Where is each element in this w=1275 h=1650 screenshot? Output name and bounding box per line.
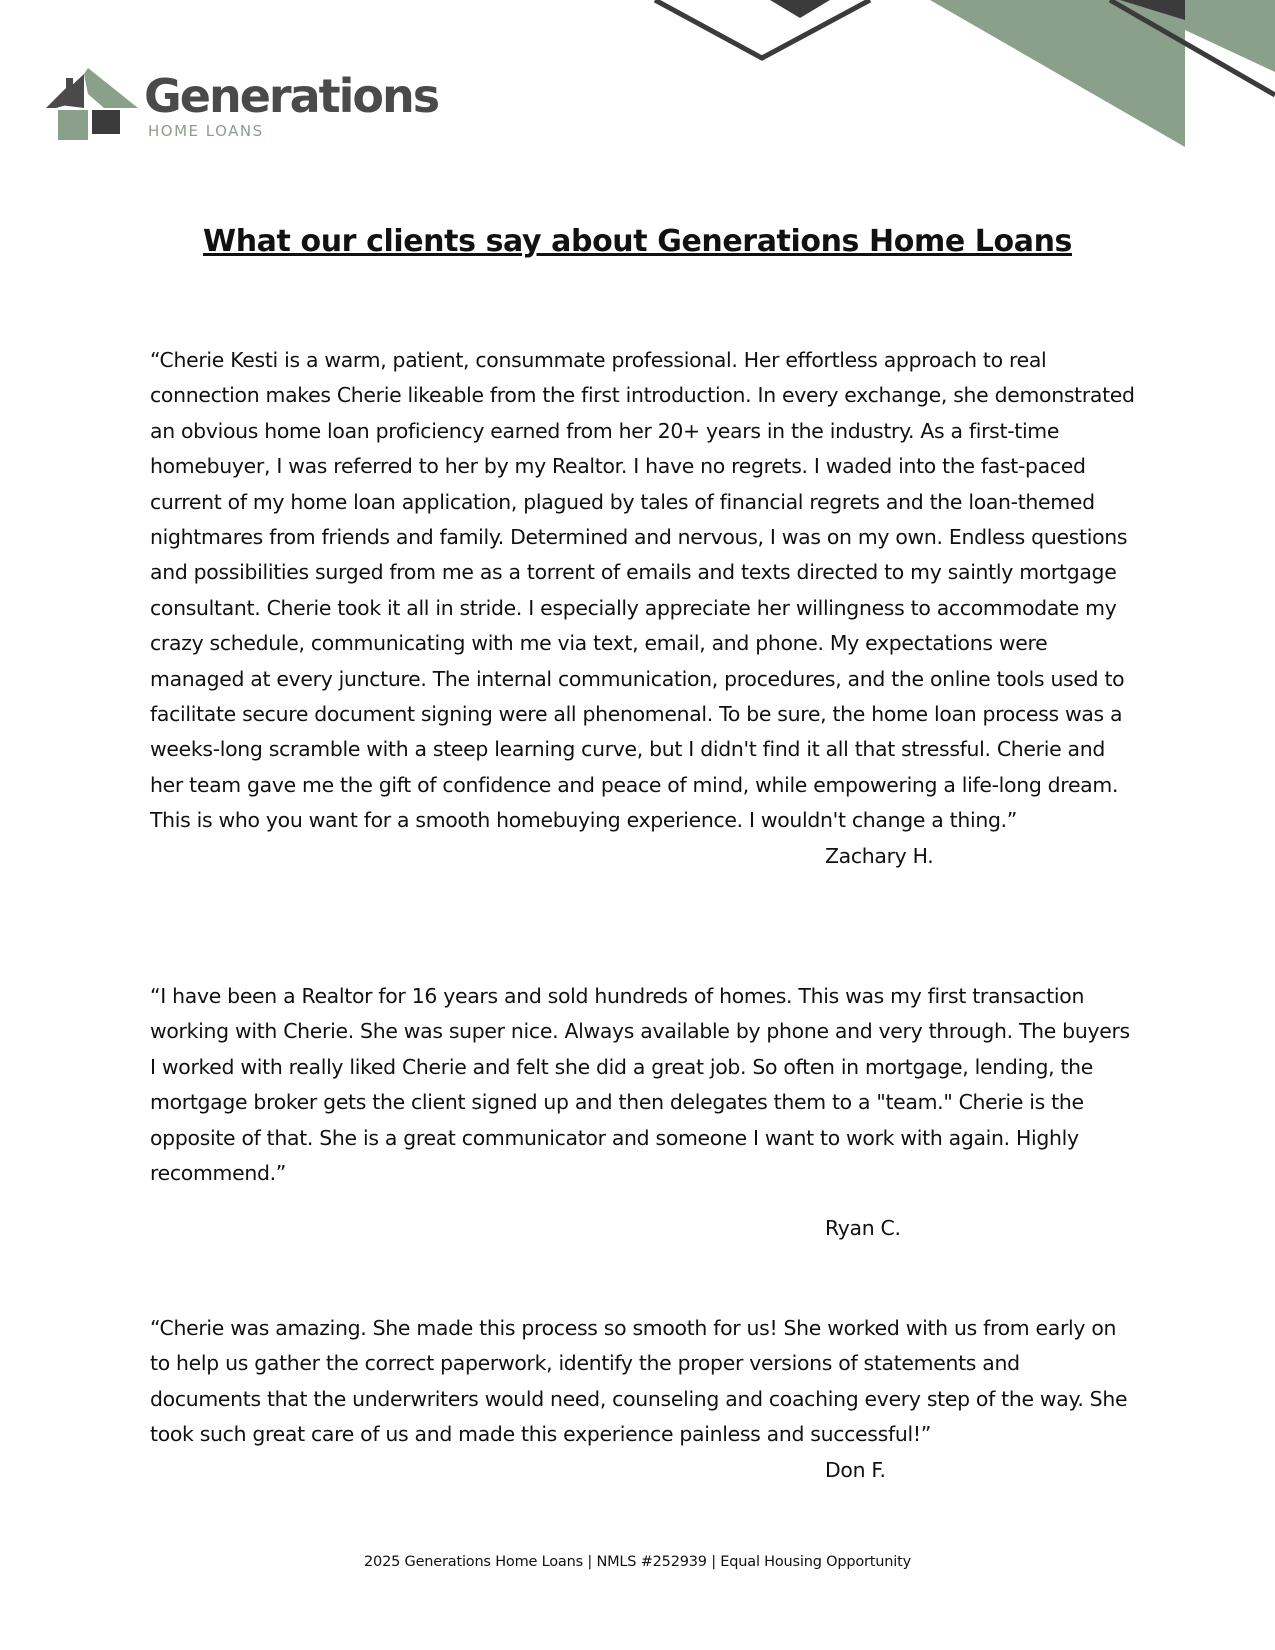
brand-logo	[44, 64, 444, 154]
brand-name: Generations	[144, 69, 439, 123]
testimonial-1	[150, 343, 1135, 868]
testimonial-quote: “I have been a Realtor for 16 years and sold hundreds of homes. This was my first transaction working with Cherie. She was super nice. Always available by phone and very through. The buyers I worked with really liked Cherie and felt she did a great job. So often in mortgage, lending, the mortgage broker gets the client signed up and then delegates them to a "team." Cherie is the opposite of that. She is a great communicator and someone I want to work with again. Highly recommend.”	[150, 984, 1130, 1186]
page-title: What our clients say about Generations Home Loans	[203, 224, 1072, 259]
testimonial-author: Don F.	[825, 1457, 886, 1482]
testimonial-quote: “Cherie was amazing. She made this process so smooth for us! She worked with us from early on to help us gather the correct paperwork, identify the proper versions of statements and documents that the underwriters would need, counseling and coaching every step of the way. She took such great care of us and made this experience painless and successful!”	[150, 1316, 1128, 1447]
testimonial-author: Ryan C.	[825, 1216, 901, 1240]
testimonial-author: Zachary H.	[825, 843, 934, 868]
house-logo-icon	[44, 64, 138, 148]
testimonial-3	[150, 1311, 1135, 1482]
testimonial-2	[150, 979, 1135, 1240]
testimonial-quote: “Cherie Kesti is a warm, patient, consummate professional. Her effortless approach to real connection makes Cherie likeable from the first introduction. In every exchange, she demonstrated an obvious home loan proficiency earned from her 20+ years in the industry. As a first-time homebuyer, I was referred to her by my Realtor. I have no regrets. I waded into the fast-paced current of my home loan application, plagued by tales of financial regrets and the loan-themed nightmares from friends and family. Determined and nervous, I was on my own. Endless questions and possibilities surged from me as a torrent of emails and texts directed to my saintly mortgage consultant. Cherie took it all in stride. I especially appreciate her willingness to accommodate my crazy schedule, communicating with me via text, email, and phone. My expectations were managed at every juncture. The internal communication, procedures, and the online tools used to facilitate secure document signing were all phenomenal. To be sure, the home loan process was a weeks-long scramble with a steep learning curve, but I didn't find it all that stressful. Cherie and her team gave me the gift of confidence and peace of mind, while empowering a life-long dream. This is who you want for a smooth homebuying experience. I wouldn't change a thing.”	[150, 348, 1135, 833]
page-footer: 2025 Generations Home Loans | NMLS #252939 | Equal Housing Opportunity	[364, 1554, 911, 1570]
brand-subtitle: HOME LOANS	[148, 122, 264, 140]
